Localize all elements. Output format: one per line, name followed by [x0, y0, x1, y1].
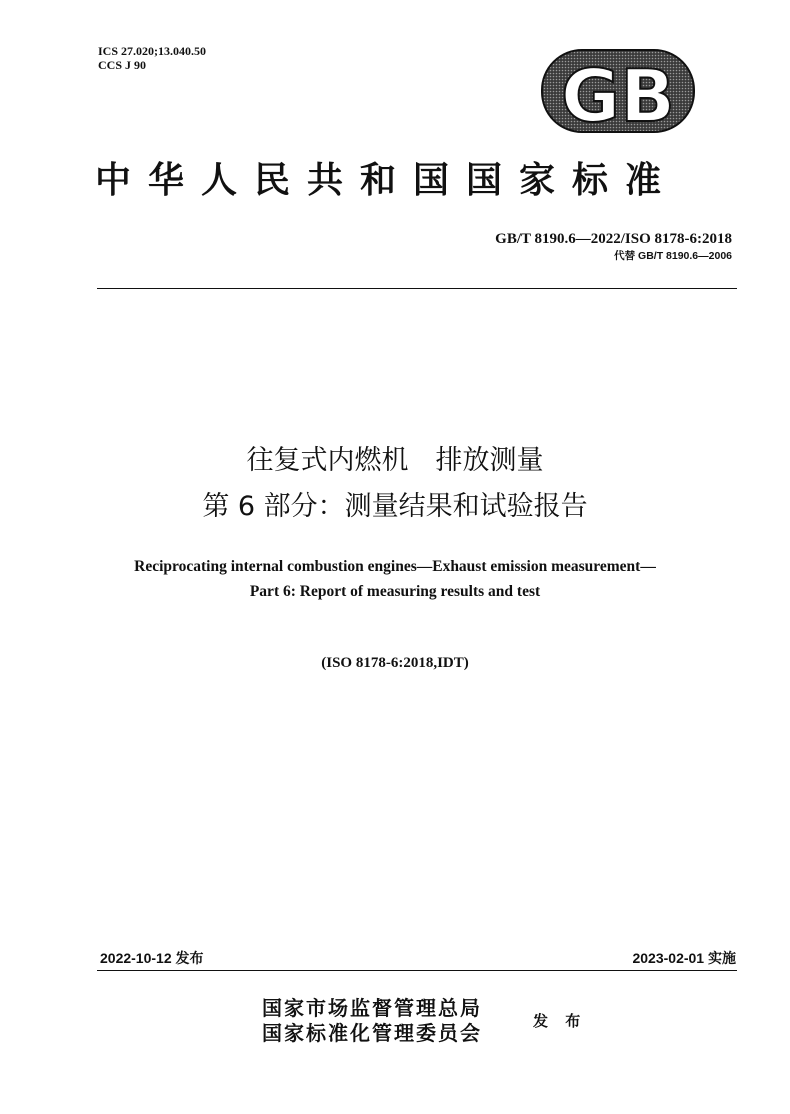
bottom-divider [97, 970, 737, 971]
gb-logo [540, 48, 696, 134]
issue-date: 2022-10-12 发布 [100, 950, 204, 966]
title-en-line2: Part 6: Report of measuring results and test [249, 583, 541, 600]
standard-number: GB/T 8190.6—2022/ISO 8178-6:2018 [495, 231, 732, 247]
replaces-standard: 代替 GB/T 8190.6—2006 [614, 250, 732, 262]
title-en-line1: Reciprocating internal combustion engines—Exhaust emission measurement— [134, 558, 656, 575]
title-zh-line1: 往复式内燃机 排放测量 [246, 445, 544, 476]
implementation-date: 2023-02-01 实施 [632, 950, 736, 966]
title-zh-line2: 第 6 部分：测量结果和试验报告 [202, 491, 588, 522]
classification-codes [98, 44, 206, 72]
issuer-samr: 国家市场监督管理总局 [262, 996, 482, 1020]
national-standard-title: 中华人民共和国国家标准 [95, 159, 679, 201]
issuer-sac: 国家标准化管理委员会 [262, 1021, 482, 1045]
ics-code: ICS 27.020;13.040.50 [98, 44, 207, 58]
publish-label: 发 布 [533, 1012, 587, 1030]
iso-equivalence: (ISO 8178-6:2018,IDT) [321, 655, 469, 671]
ccs-code: CCS J 90 [98, 58, 147, 72]
issuing-authorities [262, 996, 482, 1046]
top-divider [97, 288, 737, 289]
gb-logo-text: GB [561, 54, 675, 134]
